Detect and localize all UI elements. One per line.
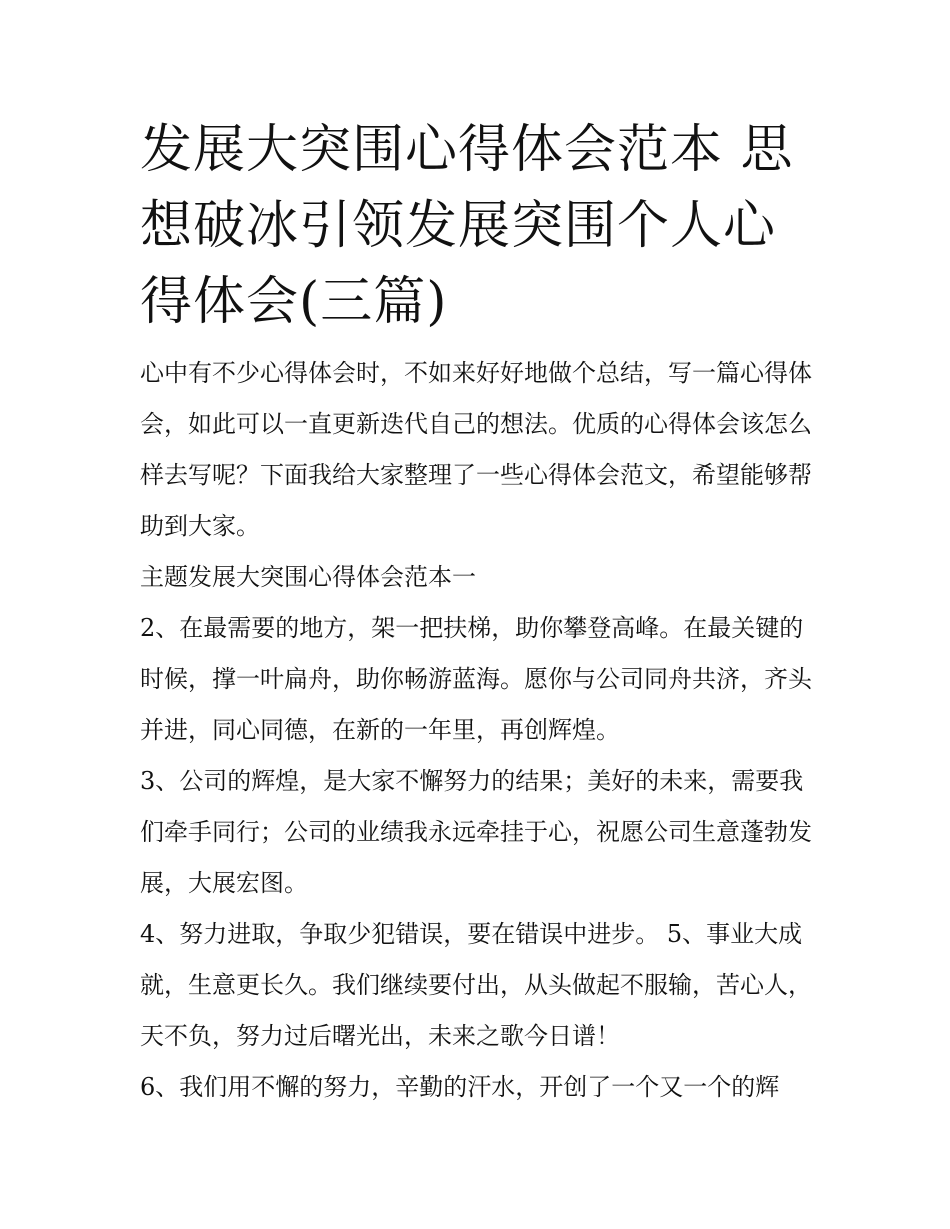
intro-paragraph: 心中有不少心得体会时，不如来好好地做个总结，写一篇心得体会，如此可以一直更新迭代自己的想法。优质的心得体会该怎么样去写呢？下面我给大家整理了一些心得体会范文，希望能够帮助到大家。	[140, 359, 812, 540]
paragraph-item-3: 3、公司的辉煌，是大家不懈努力的结果；美好的未来，需要我们牵手同行；公司的业绩我永远牵挂于心，祝愿公司生意蓬勃发展，大展宏图。	[140, 767, 812, 897]
document-page	[140, 112, 820, 1113]
paragraph-item-2: 2、在最需要的地方，架一把扶梯，助你攀登高峰。在最关键的时候，撑一叶扁舟，助你畅游蓝海。愿你与公司同舟共济，齐头并进，同心同德，在新的一年里，再创辉煌。	[140, 614, 812, 744]
paragraph-item-4-5: 4、努力进取，争取少犯错误，要在错误中进步。 5、事业大成就，生意更长久。我们继续要付出，从头做起不服输，苦心人，天不负，努力过后曙光出，未来之歌今日谱！	[140, 920, 812, 1050]
document-body	[140, 348, 820, 1113]
section-heading: 主题发展大突围心得体会范本一	[140, 563, 476, 591]
paragraph-item-6: 6、我们用不懈的努力，辛勤的汗水，开创了一个又一个的辉	[140, 1073, 780, 1101]
document-title: 发展大突围心得体会范本 思想破冰引领发展突围个人心得体会(三篇)	[140, 120, 794, 332]
